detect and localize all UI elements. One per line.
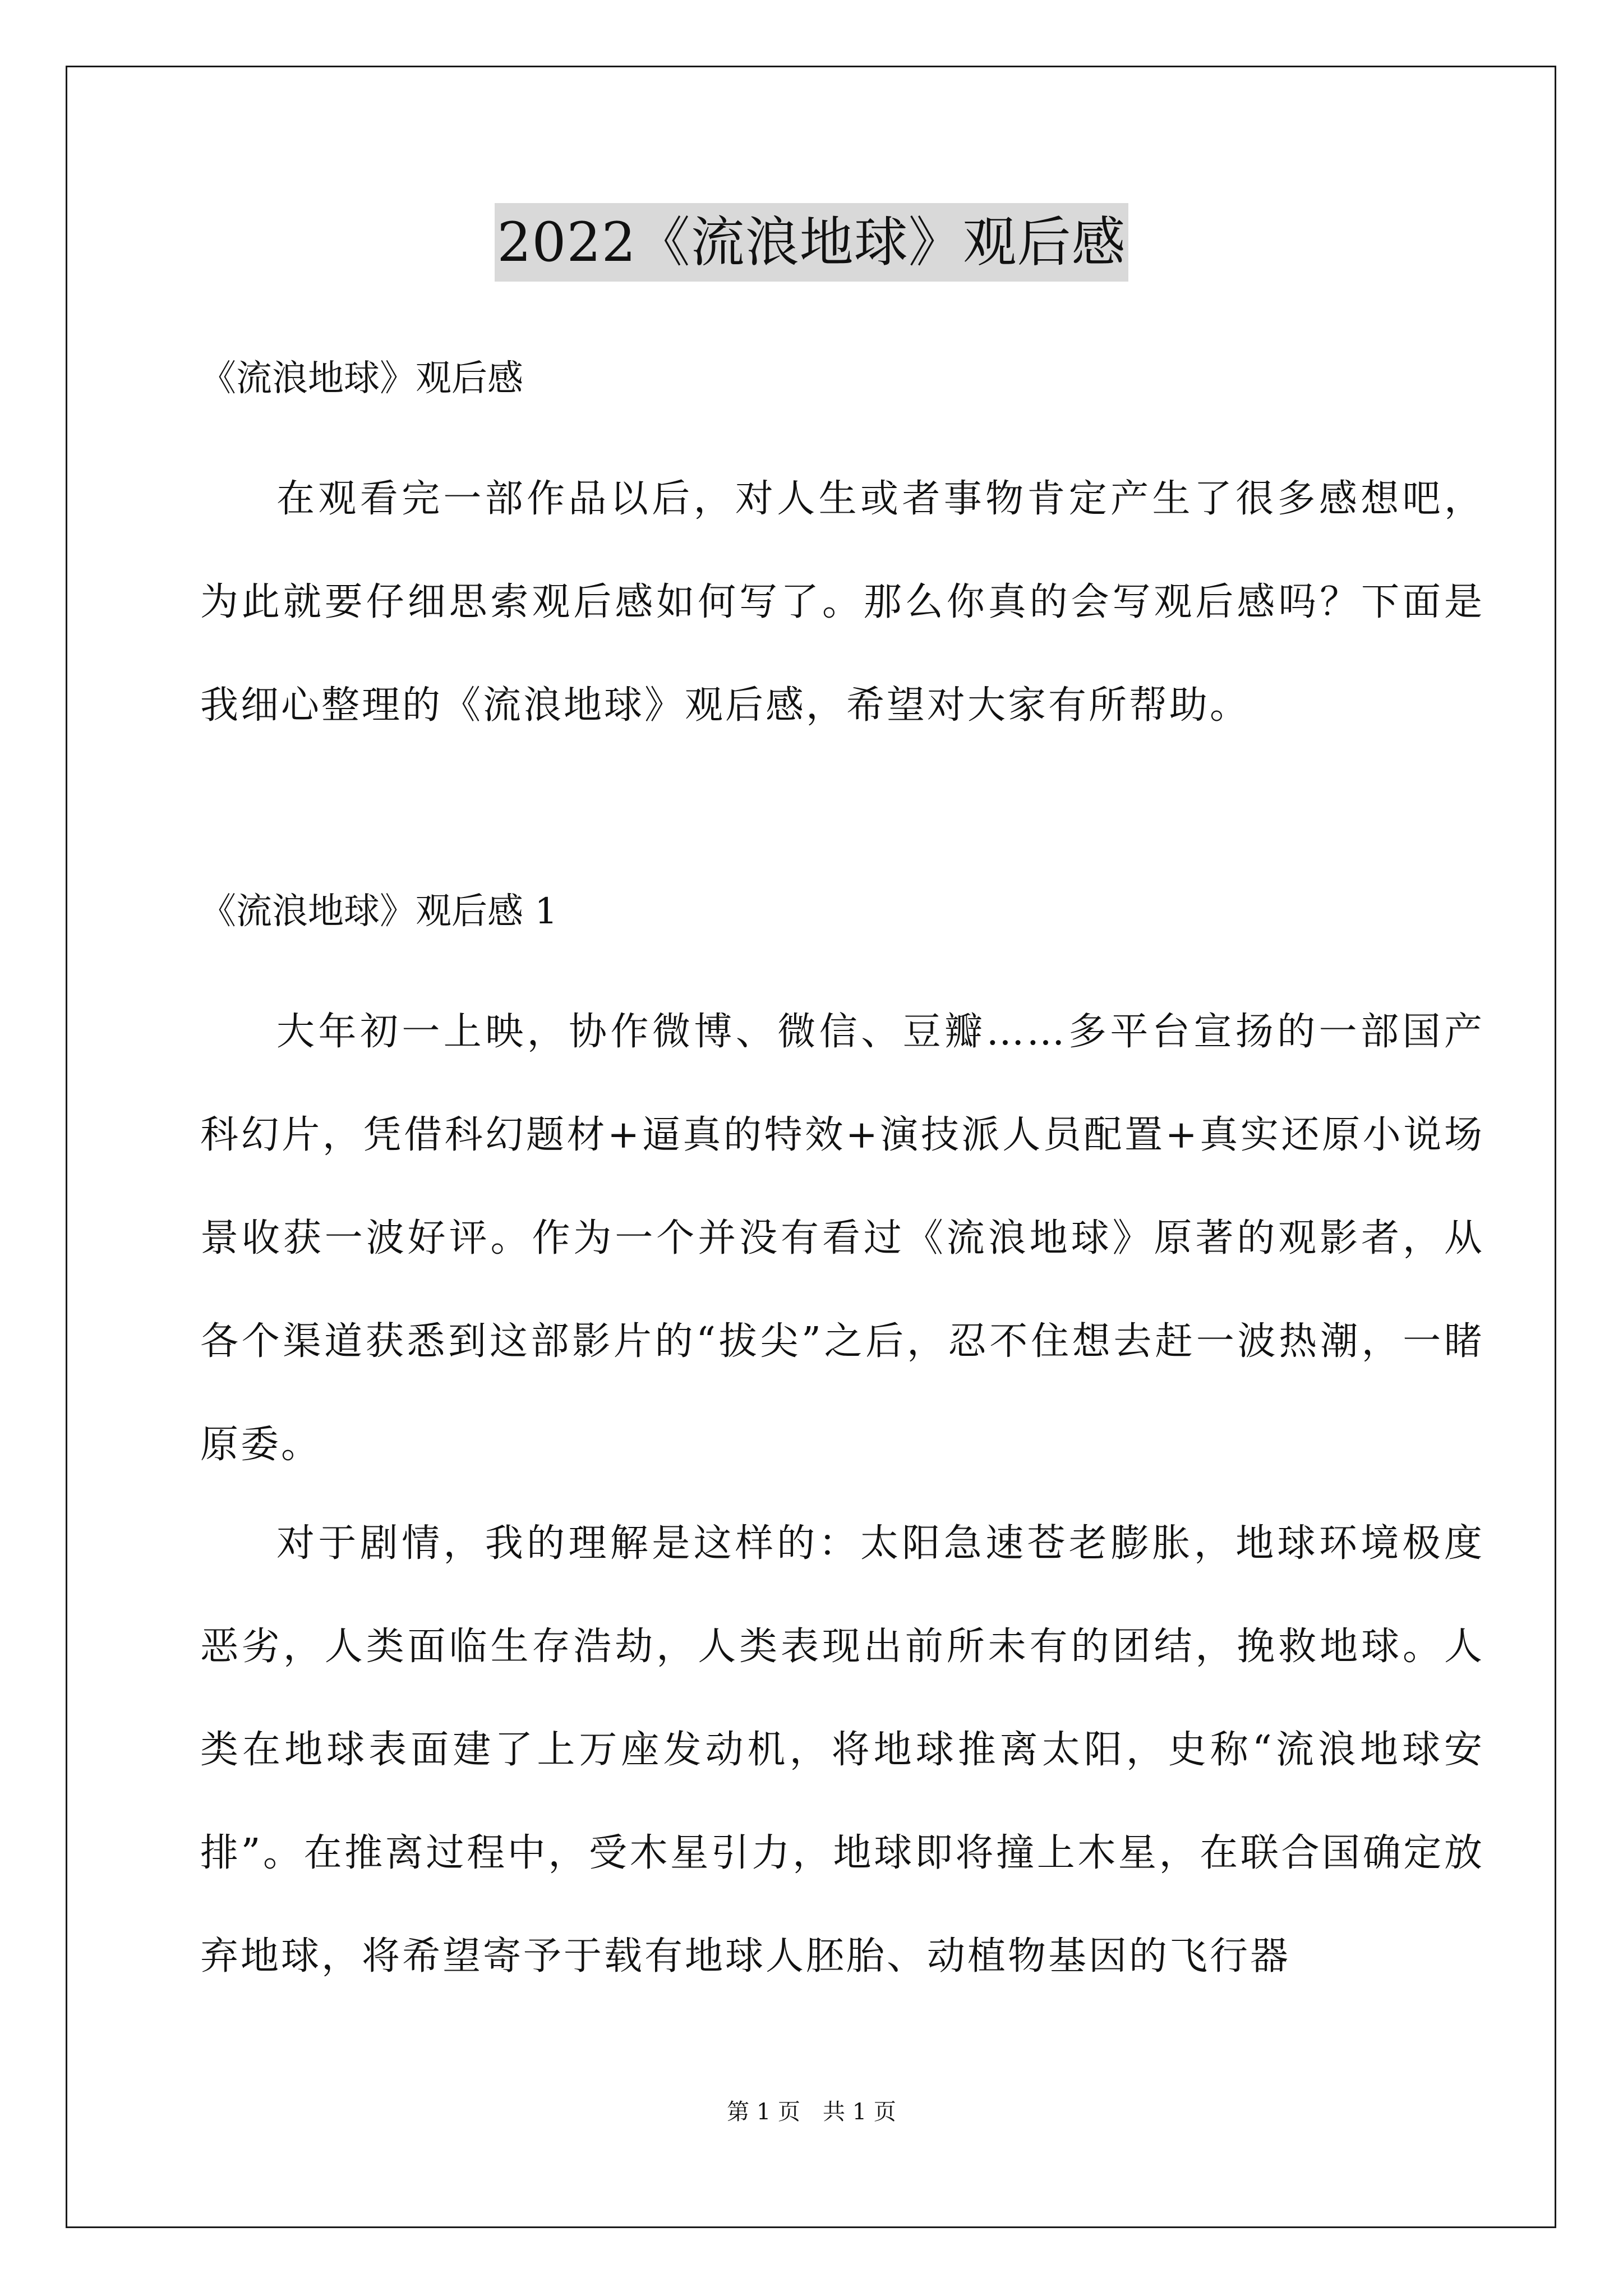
intro-paragraph: 在观看完一部作品以后，对人生或者事物肯定产生了很多感想吧，为此就要仔细思索观后感如何写了。那么你真的会写观后感吗？下面是我细心整理的《流浪地球》观后感，希望对大家有所帮助。 [200,477,1484,728]
title-container [0,203,1623,282]
page-footer: 第 1 页 共 1 页 [727,2099,896,2125]
body-paragraph: 对于剧情，我的理解是这样的：太阳急速苍老膨胀，地球环境极度恶劣，人类面临生存浩劫，人类表现出前所未有的团结，挽救地球。人类在地球表面建了上万座发动机，将地球推离太阳，史称“流浪地球安排”。在推离过程中，受木星引力，地球即将撞上木星，在联合国确定放弃地球，将希望寄予于载有地球人胚胎、动植物基因的飞行器 [200,1521,1484,1978]
document-subtitle: 《流浪地球》观后感 [200,358,523,399]
section-heading-1: 《流浪地球》观后感 1 [200,891,558,932]
body-paragraph: 大年初一上映，协作微博、微信、豆瓣……多平台宣扬的一部国产科幻片，凭借科幻题材+逼真的特效+演技派人员配置+真实还原小说场景收获一波好评。作为一个并没有看过《流浪地球》原著的观影者，从各个渠道获悉到这部影片的“拔尖”之后，忍不住想去赶一波热潮，一睹原委。 [200,1010,1484,1467]
document-title: 2022《流浪地球》观后感 [495,203,1128,282]
